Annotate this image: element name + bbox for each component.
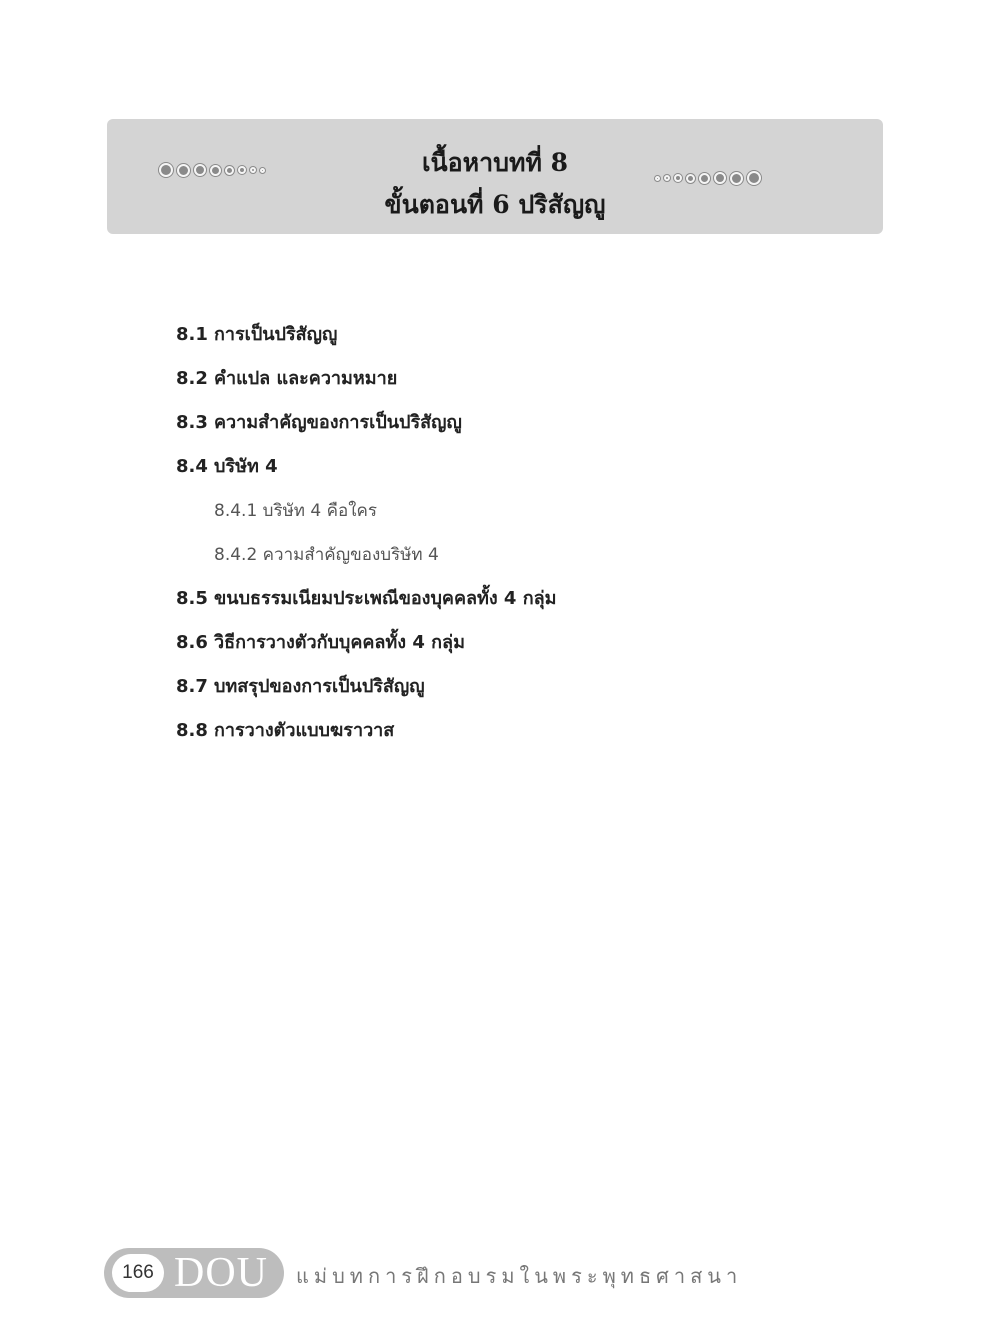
toc-item-text: การเป็นปริสัญญู	[214, 324, 338, 345]
dot-ornament-icon	[655, 176, 660, 181]
toc-item-number: 8.3	[176, 412, 208, 433]
footer-badge	[104, 1248, 284, 1298]
toc-item	[176, 318, 876, 362]
dot-ornament-icon	[674, 174, 682, 182]
toc-item-number: 8.1	[176, 324, 208, 345]
toc-item-text: บริษัท 4	[214, 456, 278, 477]
decorative-dots-right	[655, 171, 761, 185]
dot-ornament-icon	[664, 175, 670, 181]
page-number: 166	[112, 1254, 164, 1292]
chapter-title: เนื้อหาบทที่ 8	[421, 148, 569, 177]
toc-subitem	[176, 538, 876, 582]
toc-item-text: ขนบธรรมเนียมประเพณีของบุคคลทั้ง 4 กลุ่ม	[214, 588, 557, 609]
dot-ornament-icon	[747, 171, 761, 185]
toc-item-number: 8.7	[176, 676, 208, 697]
toc-item-text: คำแปล และความหมาย	[214, 368, 398, 389]
toc-item	[176, 714, 876, 758]
toc-subitem-number: 8.4.1	[214, 501, 258, 521]
page-footer	[104, 1248, 743, 1298]
toc-subitem-text: บริษัท 4 คือใคร	[262, 501, 378, 521]
toc-item	[176, 450, 876, 494]
toc-item	[176, 670, 876, 714]
toc-item-number: 8.2	[176, 368, 208, 389]
chapter-header-box	[107, 119, 883, 234]
toc-item	[176, 626, 876, 670]
toc-item	[176, 582, 876, 626]
toc-item-text: ความสำคัญของการเป็นปริสัญญู	[214, 412, 462, 433]
toc-item-number: 8.6	[176, 632, 208, 653]
toc-item-text: การวางตัวแบบฆราวาส	[214, 720, 395, 741]
dot-ornament-icon	[714, 172, 726, 184]
toc-subitem-number: 8.4.2	[214, 545, 258, 565]
toc-item	[176, 362, 876, 406]
toc-item-text: วิธีการวางตัวกับบุคคลทั้ง 4 กลุ่ม	[214, 632, 465, 653]
toc-item	[176, 406, 876, 450]
dot-ornament-icon	[699, 173, 710, 184]
dou-logo: DOU	[174, 1250, 268, 1296]
toc-item-text: บทสรุปของการเป็นปริสัญญู	[214, 676, 425, 697]
book-title: แม่บทการฝึกอบรมในพระพุทธศาสนา	[296, 1264, 743, 1288]
dot-ornament-icon	[686, 174, 695, 183]
chapter-subtitle: ขั้นตอนที่ 6 ปริสัญญู	[384, 190, 606, 219]
dot-ornament-icon	[730, 172, 743, 185]
toc-item-number: 8.4	[176, 456, 208, 477]
toc-item-number: 8.8	[176, 720, 208, 741]
table-of-contents	[176, 318, 876, 758]
toc-subitem	[176, 494, 876, 538]
toc-subitem-text: ความสำคัญของบริษัท 4	[262, 545, 439, 565]
toc-item-number: 8.5	[176, 588, 208, 609]
